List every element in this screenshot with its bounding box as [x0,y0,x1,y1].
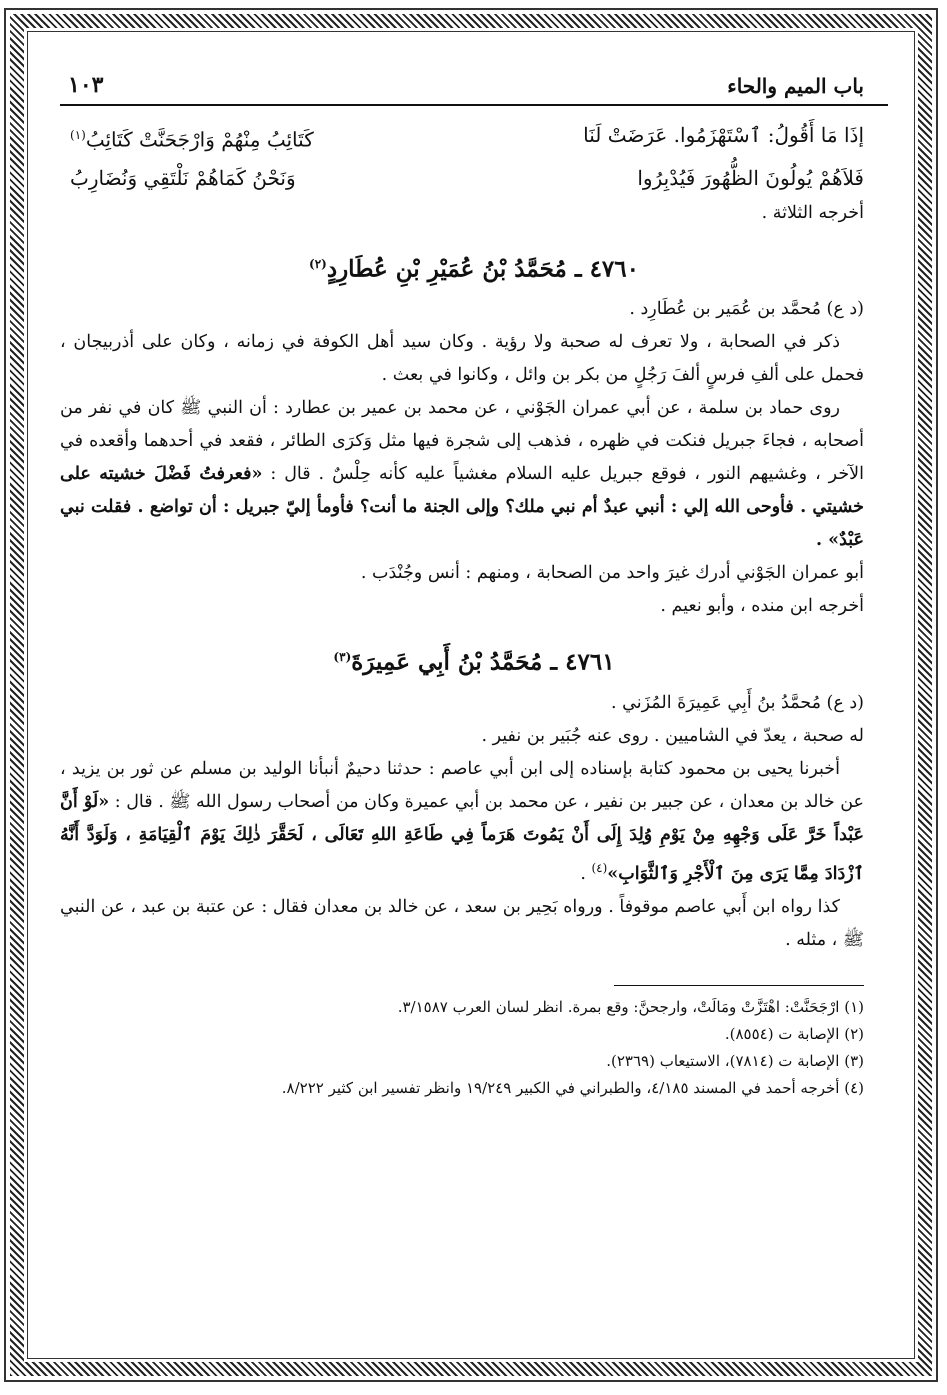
footnote: (١) ارْجَحَنَّتْ: اهْتَزَّتْ ومَالَتْ، وارجحنَّ: وقع بمرة. انظر لسان العرب ٣/١٥٨٧. [397,997,864,1016]
book-page [60,62,888,1342]
poem-hemistich: فَلاَهُمْ يُولُونَ الظُّهُورَ فَيُدْبِرُوا [637,165,864,190]
footnote-ref: (٤) [591,860,608,875]
footnote-divider [614,985,864,986]
entry-paragraph: أبو عمران الجَوْني أدرك غيرَ واحد من الصحابة ، ومنهم : أنس وجُنْدَب . [360,563,864,584]
entry-paragraph [60,392,888,557]
footnote-ref: (٣) [333,650,352,665]
poem-hemistich: وَنَحْنُ كَمَاهُمْ نَلْتَقِي وَنُضَارِبُ [70,165,296,190]
page-number: ١٠٣ [68,72,104,98]
entry-paragraph: له صحبة ، يعدّ في الشاميين . روى عنه جُبَير بن نفير . [481,725,864,746]
poem-hemistich [60,116,456,159]
entry-title-text: ٤٧٦٠ ـ مُحَمَّدُ بْنُ عُمَيْرِ بْنِ عُطَارِدٍ [326,255,639,283]
entry-title [60,242,888,292]
entry-title-text: ٤٧٦١ ـ مُحَمَّدُ بْنُ أَبِي عَمِيرَةَ [351,648,615,676]
hadith-quote: «لَوْ أَنَّ عَبْداً خَرَّ عَلَى وَجْهِهِ مِنْ يَوْمِ وُلِدَ إِلَى أَنْ يَمُوتَ هَرَماً فِي طَاعَةِ اللهِ تَعَالَى ، لَحَقَّرَ ذٰلِكَ يَوْمَ ٱلْقِيَامَةِ ، وَلَوَدَّ أَنَّهُ ٱزْدَادَ مِمَّا يَرَى مِنَ ٱلْأَجْرِ وَٱلثَّوَابِ» [60,791,864,884]
footnote-ref: (٢) [309,256,327,271]
entry-paragraph: أخبرنا يحيى بن محمود كتابة بإسناده إلى ابن أبي عاصم : حدثنا دحيمٌ أنبأنا الوليد بن مسلم عن ثور بن يزيد ، عن خالد بن معدان ، عن جبير بن نفير ، عن محمد بن أبي عميرة وكان من أصحاب رسول الله ﷺ . قال : «لَوْ أَنَّ عَبْداً خَرَّ عَلَى وَجْهِهِ مِنْ يَوْمِ وُلِدَ إِلَى أَنْ يَمُوتَ هَرَماً فِي طَاعَةِ اللهِ تَعَالَى ، لَحَقَّرَ ذٰلِكَ يَوْمَ ٱلْقِيَامَةِ ، وَلَوَدَّ أَنَّهُ ٱزْدَادَ مِمَّا يَرَى مِنَ ٱلْأَجْرِ وَٱلثَّوَابِ»$^{(٤)}$ . [60,758,864,884]
running-header [60,62,888,106]
chapter-title: باب الميم والحاء [727,74,864,98]
entry-paragraph: كذا رواه ابن أَبي عاصم موقوفاً . ورواه بَحِير بن سعد ، عن خالد بن معدان فقال : عن عتبة بن عبد ، عن النبي ﷺ ، مثله . [60,896,864,950]
poem [60,116,888,197]
footnote: (٤) أخرجه أحمد في المسند ٤/١٨٥، والطبراني في الكبير ١٩/٢٤٩ وانظر تفسير ابن كثير ٨/٢٢٢. [281,1078,864,1097]
entry-paragraph: ذكر في الصحابة ، ولا تعرف له صحبة ولا رؤية . وكان سيد أهل الكوفة في زمانه ، وكان على أذربيجان ، فحمل على ألفِ فرسٍ ألفَ رَجُلٍ من بكر بن وائل ، وكانوا في بعث . [60,332,864,386]
footnote: (٢) الإصابة ت (٨٥٥٤). [724,1024,864,1043]
poem-hemistich: إذَا مَا أَقُولُ: ٱسْتَهْزَمُوا. عَرَضَتْ لَنَا [583,123,864,147]
attribution: أخرجه ابن منده ، وأبو نعيم . [660,596,864,617]
footnote-ref: (١) [70,128,86,142]
poem-line [60,159,864,197]
hadith-quote: «فعرفتُ فَضْلَ خشيته على خشيتي . فأوحى الله إلي : أنبي عبدٌ أم نبي ملك؟ وإلى الجنة ما أنت؟ فأومأ إليّ جبريل : أن تواضع . فقلت نبي عَبْدٌ» . [60,464,864,551]
entry-paragraph: (د ع) مُحمَّدُ بنُ أَبِي عَمِيرَةَ المُزَني . [611,692,864,713]
paragraph-text: أخبرنا يحيى بن محمود كتابة بإسناده إلى ابن أبي عاصم : حدثنا دحيمٌ أنبأنا الوليد بن مسلم عن ثور بن يزيد ، عن خالد بن معدان ، عن جبير بن نفير ، عن محمد بن أبي عميرة وكان من أصحاب رسول الله ﷺ . قال : [60,758,864,812]
paragraph-text: روى حماد بن سلمة ، عن أبي عمران الجَوْني ، عن محمد بن عمير بن عطارد : أن النبي ﷺ كان في نفر من أصحابه ، فجاءَ جبريل فنكت في ظهره ، فذهب إلى شجرة فيها مثل وَكرَى الطائر ، فقعد في أحدهما وأقعده في الآخر ، وغشيهم النور ، فوقع جبريل عليه السلام مغشياً عليه كأنه حِلْسٌ . قال : [60,398,864,485]
entry-title [60,635,888,685]
attribution: أخرجه الثلاثة . [761,202,864,223]
footnote: (٣) الإصابة ت (٧٨١٤)، الاستيعاب (٢٣٦٩). [606,1051,864,1070]
poem-hemistich-text: كَتَائِبُ مِنْهُمْ وَارْجَحَنَّتْ كَتَائِبُ [85,127,314,152]
entry-paragraph: (د ع) مُحمَّد بن عُمَير بن عُطَارِد . [629,299,864,320]
poem-line [60,116,864,159]
